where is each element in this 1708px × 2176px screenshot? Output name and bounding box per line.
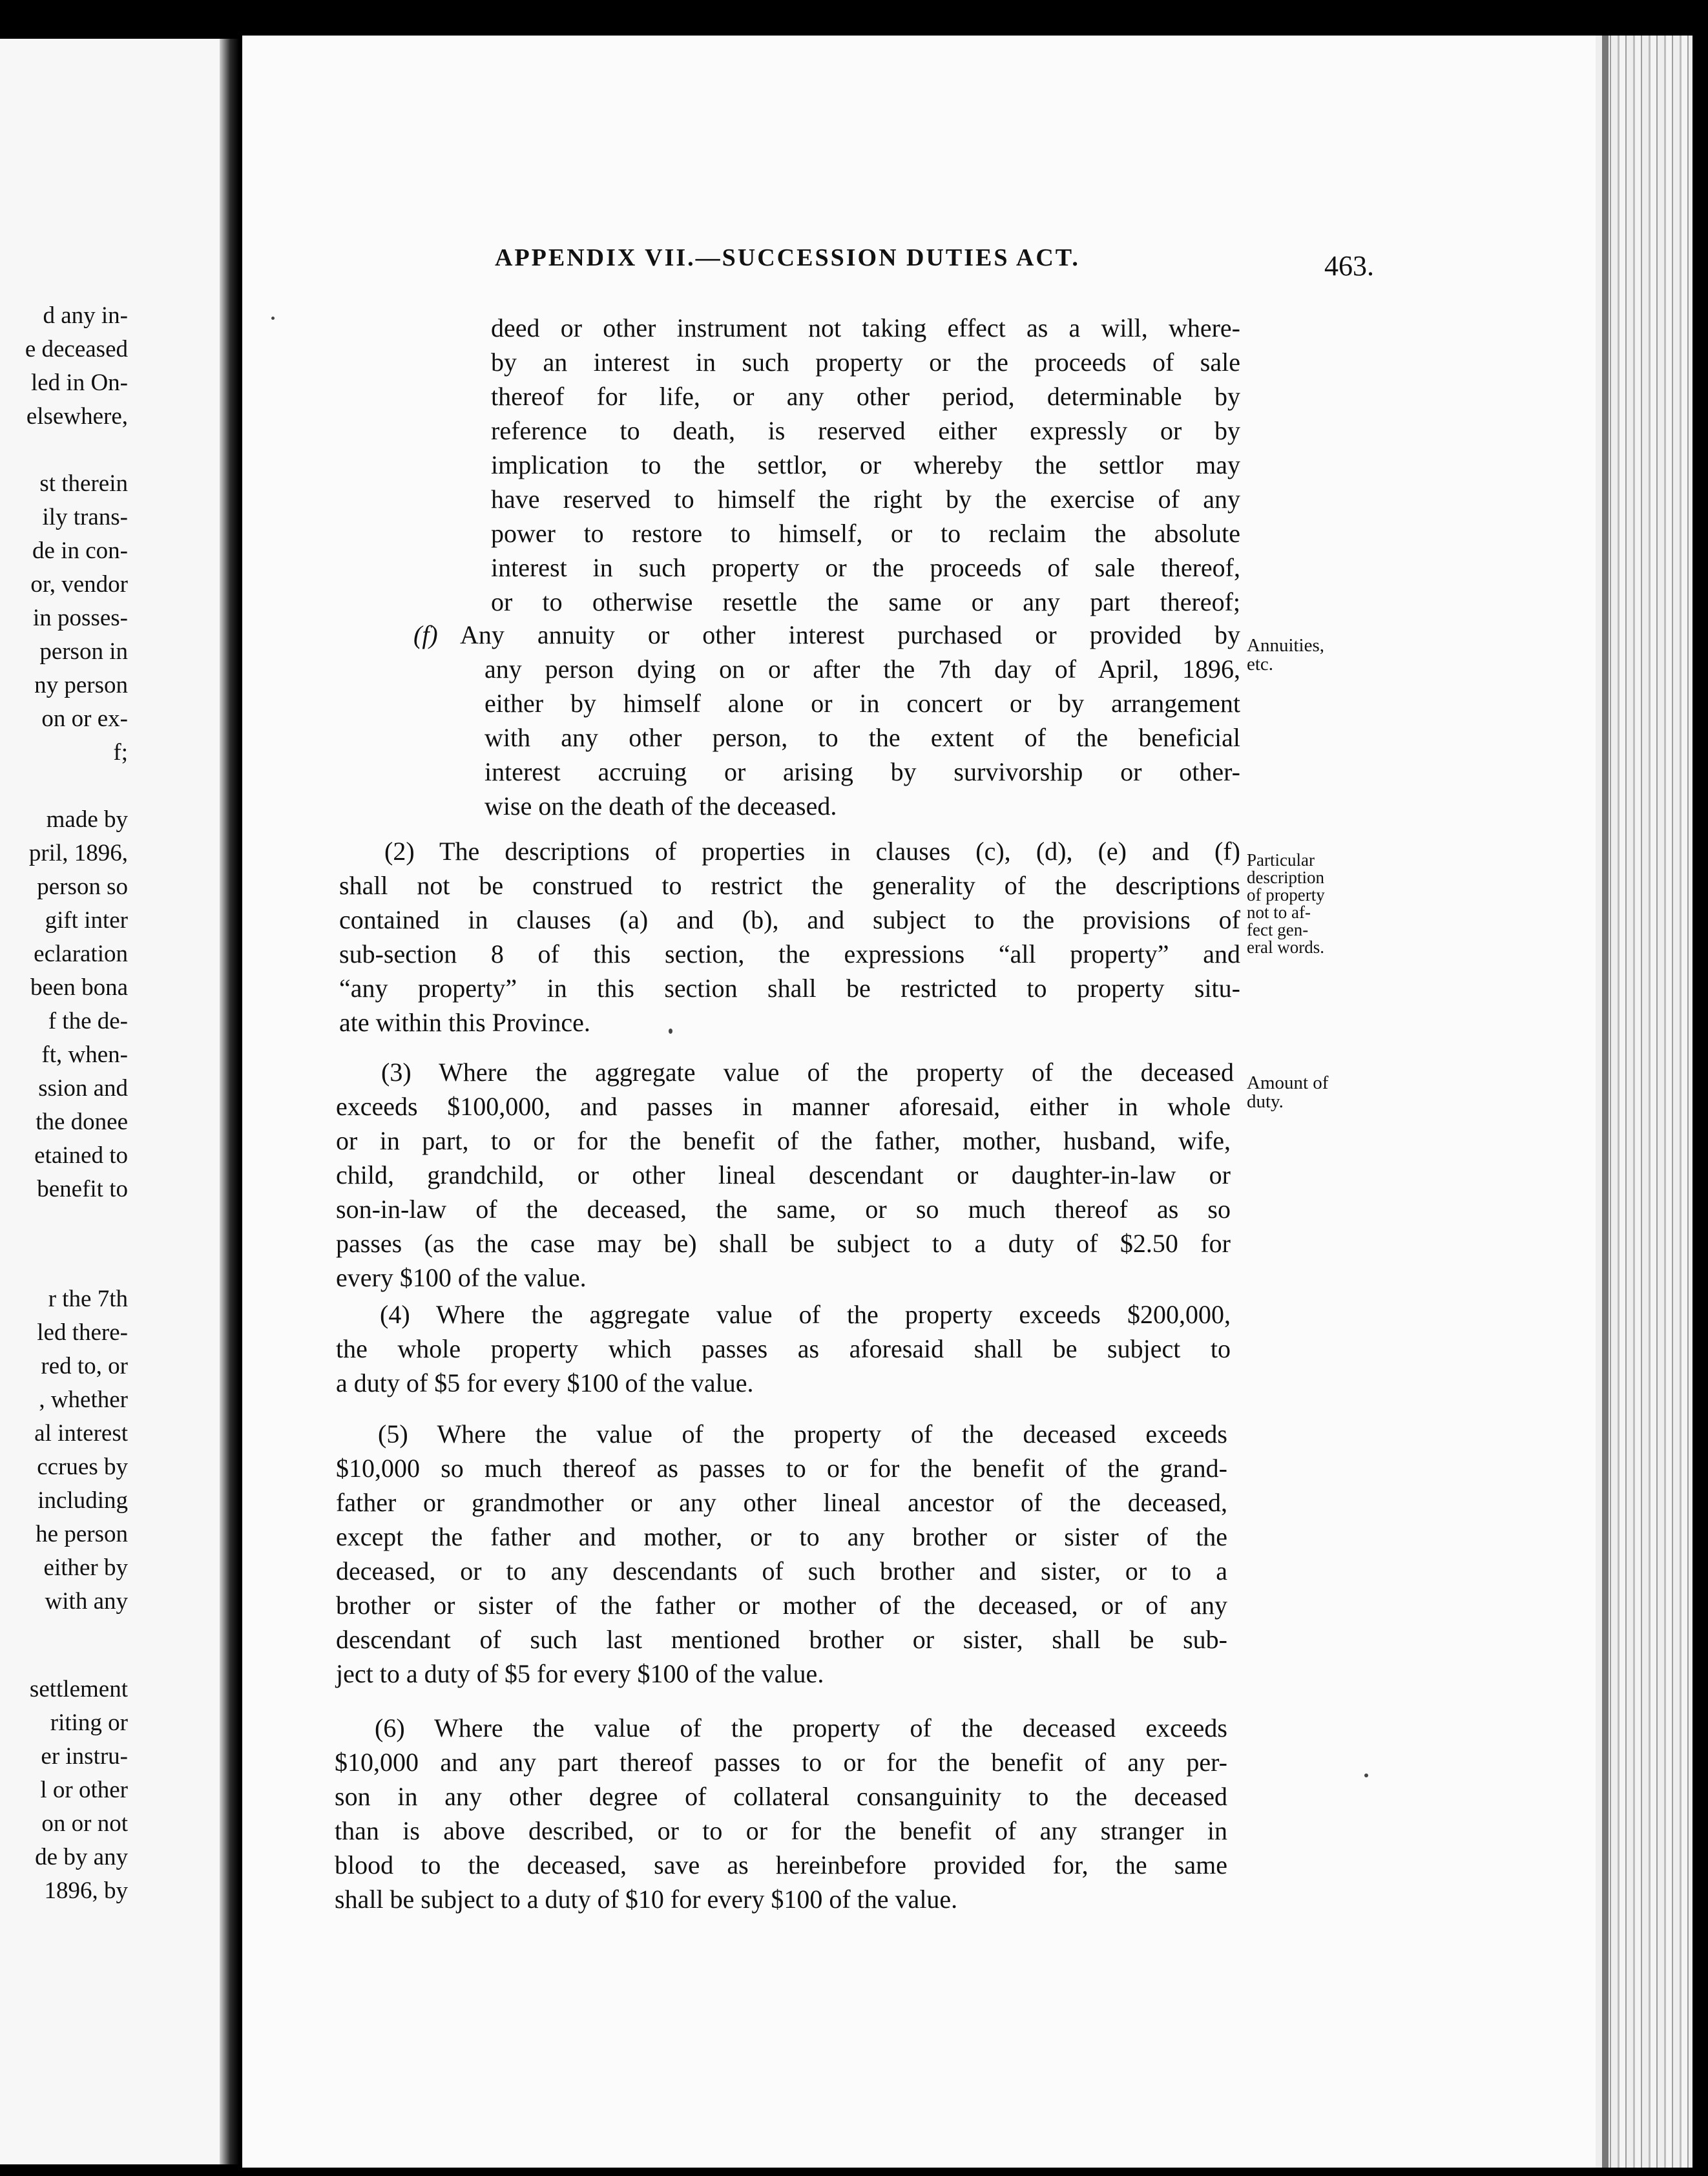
body-line: $10,000 so much thereof as passes to or for the benefit of the grand- [336, 1454, 1227, 1483]
body-line: shall not be construed to restrict the generality of the descriptions [339, 871, 1240, 900]
body-line: a duty of $5 for every $100 of the value. [336, 1368, 754, 1397]
body-line: father or grandmother or any other lineal ancestor of the deceased, [336, 1488, 1227, 1517]
left-page-line: er instru- [41, 1743, 128, 1770]
body-line: (5) Where the value of the property of the deceased exceeds [378, 1419, 1227, 1449]
body-line: power to restore to himself, or to reclaim the absolute [491, 519, 1240, 548]
previous-page-fragment [0, 39, 220, 2164]
left-page-line: red to, or [41, 1353, 128, 1379]
left-page-line: etained to [34, 1142, 128, 1169]
body-line: except the father and mother, or to any brother or sister of the [336, 1522, 1227, 1551]
marginal-note-line: duty. [1247, 1091, 1284, 1112]
body-line: the whole property which passes as aforesaid shall be subject to [336, 1334, 1231, 1363]
left-page-line: on or ex- [41, 706, 128, 732]
left-page-line: pril, 1896, [28, 840, 128, 866]
left-page-line: 1896, by [44, 1878, 128, 1904]
left-page-line: d any in- [43, 302, 128, 329]
body-line: “any property” in this section shall be restricted to property situ- [339, 974, 1240, 1003]
left-page-line: eclaration [34, 941, 128, 967]
body-line: descendant of such last mentioned brother or sister, shall be sub- [336, 1625, 1227, 1654]
body-line: with any other person, to the extent of the beneficial [484, 723, 1240, 752]
marginal-note-particular-description [1247, 852, 1325, 956]
body-line: or in part, to or for the benefit of the father, mother, husband, wife, [336, 1126, 1231, 1155]
scan-speck [1364, 1773, 1368, 1777]
body-line: either by himself alone or in concert or by arrangement [484, 689, 1240, 718]
left-page-line: led in On- [30, 370, 128, 396]
marginal-note-line: fect gen- [1247, 920, 1309, 939]
body-line: exceeds $100,000, and passes in manner aforesaid, either in whole [336, 1092, 1231, 1121]
marginal-note-annuities [1247, 636, 1324, 674]
left-page-line: the donee [36, 1109, 128, 1135]
left-page-line: ssion and [38, 1075, 128, 1102]
body-line: or to otherwise resettle the same or any part thereof; [491, 587, 1240, 616]
body-line: than is above described, or to or for the benefit of any stranger in [335, 1816, 1227, 1845]
body-line: brother or sister of the father or mother of the deceased, or of any [336, 1591, 1227, 1620]
page-edge-shadow [1602, 36, 1609, 2168]
left-page-line: l or other [40, 1777, 128, 1803]
left-page-line: ny person [34, 672, 128, 698]
left-page-line: al interest [34, 1420, 128, 1447]
scan-speck [669, 1029, 672, 1034]
running-head: APPENDIX VII.—SUCCESSION DUTIES ACT. [495, 244, 1080, 271]
left-page-line: he person [36, 1521, 128, 1547]
body-line: passes (as the case may be) shall be subject to a duty of $2.50 for [336, 1229, 1231, 1258]
body-line: any person dying on or after the 7th day of April, 1896, [484, 654, 1240, 684]
left-page-line: de by any [35, 1844, 128, 1870]
left-page-line: with any [45, 1588, 128, 1615]
left-page-line: ft, when- [41, 1041, 128, 1068]
left-page-line: including [37, 1487, 128, 1514]
body-line: (3) Where the aggregate value of the property of the deceased [381, 1058, 1234, 1087]
left-page-line: person so [37, 874, 128, 900]
left-page-line: in posses- [33, 605, 128, 631]
marginal-note-line: Annuities, [1247, 635, 1325, 656]
body-line: shall be subject to a duty of $10 for every $100 of the value. [335, 1885, 958, 1914]
body-line: by an interest in such property or the proceeds of sale [491, 348, 1240, 377]
body-line: implication to the settlor, or whereby the settlor may [491, 450, 1240, 479]
body-line: blood to the deceased, save as hereinbefore provided for, the same [335, 1850, 1227, 1879]
marginal-note-line: Particular [1247, 850, 1315, 870]
body-line: interest in such property or the proceeds of sale thereof, [491, 553, 1240, 582]
left-page-line: on or not [41, 1810, 128, 1837]
body-line: ject to a duty of $5 for every $100 of the value. [336, 1659, 824, 1688]
left-page-line: , whether [39, 1386, 128, 1413]
left-page-line: person in [39, 638, 128, 665]
left-page-line: or, vendor [30, 571, 128, 598]
body-line: (4) Where the aggregate value of the property exceeds $200,000, [380, 1300, 1231, 1329]
marginal-note-line: etc. [1247, 654, 1274, 675]
body-line: (6) Where the value of the property of the deceased exceeds [375, 1713, 1227, 1742]
left-page-line: elsewhere, [26, 403, 128, 430]
left-page-line: f the de- [48, 1008, 128, 1034]
marginal-note-amount-of-duty [1247, 1074, 1328, 1111]
body-line: (2) The descriptions of properties in clauses (c), (d), (e) and (f) [384, 837, 1240, 866]
left-page-line: e deceased [25, 336, 128, 362]
left-page-line: either by [43, 1554, 128, 1581]
marginal-note-line: Amount of [1247, 1072, 1329, 1093]
left-page-line: st therein [39, 470, 128, 497]
body-line: $10,000 and any part thereof passes to or for the benefit of any per- [335, 1748, 1227, 1777]
body-line: sub-section 8 of this section, the expressions “all property” and [339, 939, 1240, 968]
body-line: wise on the death of the deceased. [484, 791, 837, 821]
scan-speck [271, 317, 275, 320]
body-line: deceased, or to any descendants of such brother and sister, or to a [336, 1556, 1227, 1585]
left-page-line: r the 7th [48, 1286, 128, 1312]
left-page-line: ccrues by [37, 1454, 128, 1480]
body-line: deed or other instrument not taking effect as a will, where- [491, 313, 1240, 342]
body-line: every $100 of the value. [336, 1263, 587, 1292]
body-line: son in any other degree of collateral consanguinity to the deceased [335, 1782, 1227, 1811]
left-page-line: f; [113, 739, 128, 766]
body-line: contained in clauses (a) and (b), and subject to the provisions of [339, 905, 1240, 934]
body-line: Any annuity or other interest purchased or provided by [460, 620, 1240, 649]
body-line: reference to death, is reserved either expressly or by [491, 416, 1240, 445]
body-line: have reserved to himself the right by the exercise of any [491, 485, 1240, 514]
left-page-line: settlement [29, 1676, 128, 1702]
left-page-line: been bona [30, 974, 128, 1001]
page-edges [1596, 36, 1692, 2168]
body-line: child, grandchild, or other lineal descendant or daughter-in-law or [336, 1160, 1231, 1189]
page-number: 463. [1324, 250, 1374, 282]
body-line: son-in-law of the deceased, the same, or so much thereof as so [336, 1195, 1231, 1224]
left-page-line: gift inter [45, 907, 128, 934]
marginal-note-line: description [1247, 868, 1324, 887]
marginal-note-line: not to af- [1247, 903, 1311, 922]
left-page-line: de in con- [32, 538, 128, 564]
left-page-line: led there- [37, 1319, 128, 1346]
left-page-line: ily trans- [42, 504, 128, 530]
left-page-line: made by [46, 806, 128, 833]
marginal-note-line: of property [1247, 885, 1325, 905]
body-line: thereof for life, or any other period, determinable by [491, 382, 1240, 411]
book-gutter [220, 39, 239, 2164]
left-page-line: riting or [50, 1710, 128, 1736]
body-line: interest accruing or arising by survivorship or other- [484, 757, 1240, 786]
left-page-line: benefit to [37, 1176, 128, 1202]
body-line: ate within this Province. [339, 1008, 590, 1037]
clause-marker: (f) [413, 620, 438, 649]
marginal-note-line: eral words. [1247, 937, 1324, 957]
